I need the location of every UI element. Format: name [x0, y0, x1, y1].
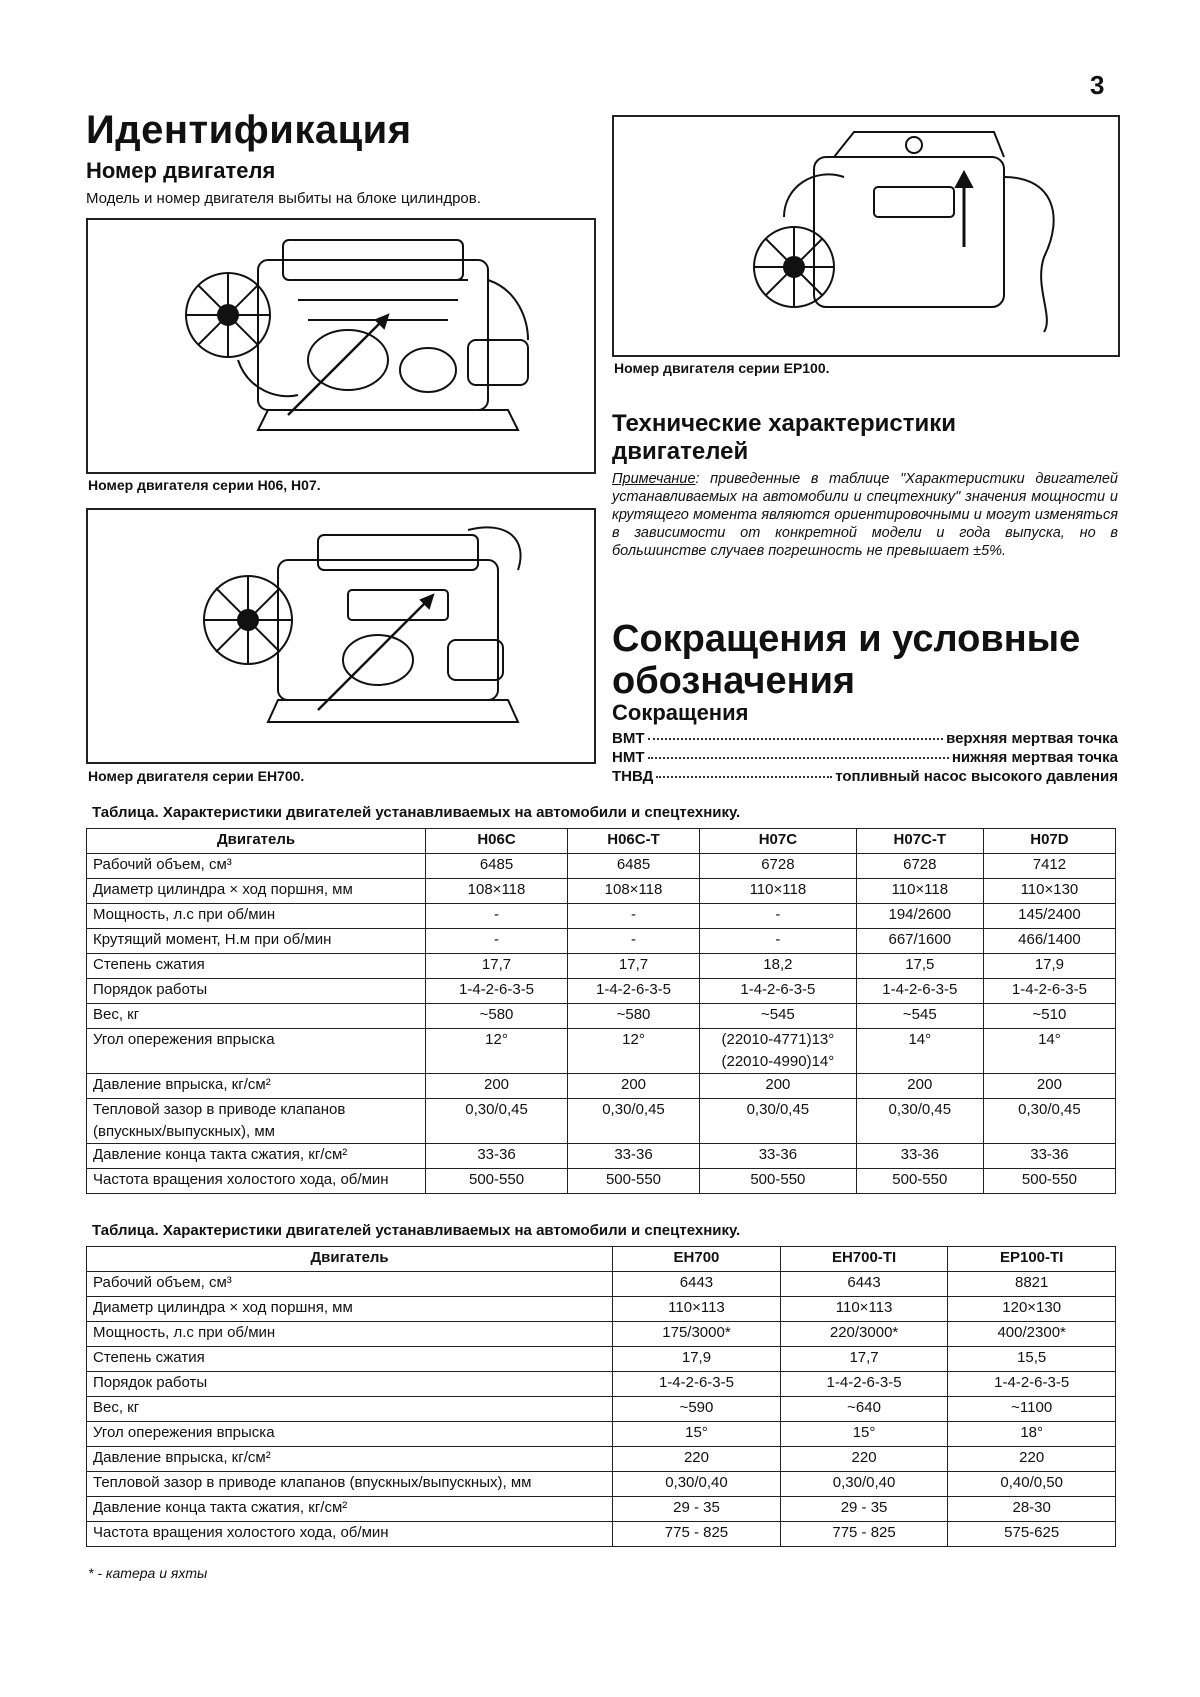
table-cell: -: [567, 929, 699, 954]
table-cell: 33-36: [426, 1144, 568, 1169]
table-cell: 220: [780, 1447, 948, 1472]
table-cell: 110×130: [983, 879, 1115, 904]
abbreviation-term: ТНВД: [612, 768, 654, 785]
page-number: 3: [1090, 70, 1105, 100]
table-cell: ~1100: [948, 1397, 1116, 1422]
table-cell: 200: [567, 1074, 699, 1099]
table-row-label: Тепловой зазор в приводе клапанов (впускных/выпускных), мм: [87, 1472, 613, 1497]
table-row: [87, 854, 1116, 879]
table-cell: 200: [983, 1074, 1115, 1099]
table-row: [87, 1497, 1116, 1522]
table-cell: 194/2600: [856, 904, 983, 929]
table-cell: 12°: [426, 1029, 568, 1074]
figure-engine-ep100: [612, 115, 1120, 357]
table-row: [87, 1522, 1116, 1547]
table-cell: 0,30/0,45: [700, 1099, 857, 1144]
table-header-cell: H07C: [700, 829, 857, 854]
table-cell: 120×130: [948, 1297, 1116, 1322]
table-row: [87, 1472, 1116, 1497]
table-cell: 500-550: [426, 1169, 568, 1194]
abbreviation-term: ВМТ: [612, 730, 645, 747]
engine-spec-table-1: [86, 828, 1116, 1194]
table-row-label: Рабочий объем, см³: [87, 854, 426, 879]
table-cell: 6728: [700, 854, 857, 879]
table-header-row: [87, 1247, 1116, 1272]
section-title-specs: Технические характеристики двигателей: [612, 410, 957, 465]
table-cell: 0,40/0,50: [948, 1472, 1116, 1497]
engine-drawing-ep100: [614, 117, 1118, 355]
table-cell: 0,30/0,40: [780, 1472, 948, 1497]
footnote: * - катера и яхты: [88, 1565, 208, 1581]
table-row: [87, 954, 1116, 979]
table-cell: 1-4-2-6-3-5: [948, 1372, 1116, 1397]
table-row-label: Угол опережения впрыска: [87, 1422, 613, 1447]
table-cell: 15°: [613, 1422, 781, 1447]
table-cell: ~640: [780, 1397, 948, 1422]
abbreviation-item: [612, 768, 1118, 787]
section-title-abbreviations: Сокращения и условные обозначения: [612, 618, 1081, 702]
table-row: [87, 1397, 1116, 1422]
table-cell: 1-4-2-6-3-5: [613, 1372, 781, 1397]
table-cell: 6728: [856, 854, 983, 879]
table-cell: 6443: [613, 1272, 781, 1297]
abbreviation-term: НМТ: [612, 749, 645, 766]
table-row: [87, 1074, 1116, 1099]
table-cell: 28-30: [948, 1497, 1116, 1522]
table-header-cell: H06C: [426, 829, 568, 854]
figure-engine-eh700: [86, 508, 596, 764]
table-row-label: Тепловой зазор в приводе клапанов (впускных/выпускных), мм: [87, 1099, 426, 1144]
table-cell: 6485: [426, 854, 568, 879]
table-row-label: Давление впрыска, кг/см²: [87, 1447, 613, 1472]
table-row: [87, 1372, 1116, 1397]
specs-note: [612, 470, 1118, 560]
table-cell: 17,5: [856, 954, 983, 979]
table-row: [87, 1322, 1116, 1347]
abbreviation-list: [612, 730, 1118, 787]
table-cell: 200: [426, 1074, 568, 1099]
table-row-label: Давление впрыска, кг/см²: [87, 1074, 426, 1099]
leader-dots: [656, 776, 832, 778]
table-row: [87, 1169, 1116, 1194]
table-cell: 33-36: [856, 1144, 983, 1169]
subsection-title-abbreviations: Сокращения: [612, 700, 749, 725]
table-row-label: Угол опережения впрыска: [87, 1029, 426, 1074]
table-row-label: Вес, кг: [87, 1397, 613, 1422]
table-cell: 108×118: [426, 879, 568, 904]
table-cell: -: [700, 929, 857, 954]
table-cell: 220/3000*: [780, 1322, 948, 1347]
table-row-label: Частота вращения холостого хода, об/мин: [87, 1169, 426, 1194]
figure-caption-eh700: Номер двигателя серии EH700.: [88, 768, 305, 784]
table-cell: 17,9: [613, 1347, 781, 1372]
table-cell: 200: [700, 1074, 857, 1099]
table-header-row: [87, 829, 1116, 854]
table1-caption: Таблица. Характеристики двигателей устанавливаемых на автомобили и спецтехнику.: [92, 804, 741, 821]
table-row-label: Порядок работы: [87, 979, 426, 1004]
table-cell: 18,2: [700, 954, 857, 979]
table-cell: 0,30/0,45: [983, 1099, 1115, 1144]
table-row-label: Порядок работы: [87, 1372, 613, 1397]
table-row-label: Диаметр цилиндра × ход поршня, мм: [87, 879, 426, 904]
intro-text: Модель и номер двигателя выбиты на блоке цилиндров.: [86, 190, 481, 207]
table-cell: 33-36: [983, 1144, 1115, 1169]
table-cell: ~545: [700, 1004, 857, 1029]
table-cell: 0,30/0,45: [426, 1099, 568, 1144]
table-cell: 1-4-2-6-3-5: [856, 979, 983, 1004]
table-cell: 17,9: [983, 954, 1115, 979]
table-cell: 145/2400: [983, 904, 1115, 929]
table-row-label: Частота вращения холостого хода, об/мин: [87, 1522, 613, 1547]
table-cell: 8821: [948, 1272, 1116, 1297]
table-cell: 29 - 35: [613, 1497, 781, 1522]
table-cell: 0,30/0,45: [567, 1099, 699, 1144]
table-cell: 110×118: [700, 879, 857, 904]
table-row: [87, 1004, 1116, 1029]
table-cell: -: [567, 904, 699, 929]
table-header-cell: H06C-T: [567, 829, 699, 854]
table-cell: 220: [948, 1447, 1116, 1472]
table-cell: 0,30/0,40: [613, 1472, 781, 1497]
table-cell: 1-4-2-6-3-5: [700, 979, 857, 1004]
table-cell: 14°: [856, 1029, 983, 1074]
table-cell: ~580: [426, 1004, 568, 1029]
table-header-cell: H07D: [983, 829, 1115, 854]
table-row-label: Диаметр цилиндра × ход поршня, мм: [87, 1297, 613, 1322]
leader-dots: [648, 757, 949, 759]
table-cell: 33-36: [567, 1144, 699, 1169]
table-cell: 775 - 825: [780, 1522, 948, 1547]
table-row-label: Давление конца такта сжатия, кг/см²: [87, 1497, 613, 1522]
abbreviation-meaning: нижняя мертвая точка: [951, 749, 1118, 766]
table-cell: 17,7: [780, 1347, 948, 1372]
table-cell: 500-550: [567, 1169, 699, 1194]
table-cell: 14°: [983, 1029, 1115, 1074]
table-cell: 18°: [948, 1422, 1116, 1447]
table-header-cell: EH700: [613, 1247, 781, 1272]
table-row: [87, 1144, 1116, 1169]
abbreviation-item: [612, 730, 1118, 749]
table-row: [87, 1099, 1116, 1144]
table-cell: 500-550: [700, 1169, 857, 1194]
table-row: [87, 929, 1116, 954]
table-row-label: Мощность, л.с при об/мин: [87, 1322, 613, 1347]
table-cell: 6443: [780, 1272, 948, 1297]
table-cell: -: [426, 904, 568, 929]
table-row: [87, 1297, 1116, 1322]
table-row-label: Крутящий момент, Н.м при об/мин: [87, 929, 426, 954]
table2-caption: Таблица. Характеристики двигателей устанавливаемых на автомобили и спецтехнику.: [92, 1222, 741, 1239]
note-label: Примечание: [612, 471, 696, 487]
engine-drawing-eh700: [88, 510, 594, 762]
table-header-cell: Двигатель: [87, 1247, 613, 1272]
table-cell: 33-36: [700, 1144, 857, 1169]
table-cell: 1-4-2-6-3-5: [780, 1372, 948, 1397]
table-header-cell: EH700-TI: [780, 1247, 948, 1272]
figure-caption-ep100: Номер двигателя серии EP100.: [614, 360, 830, 376]
table-row: [87, 1347, 1116, 1372]
table-cell: ~590: [613, 1397, 781, 1422]
figure-caption-h06-h07: Номер двигателя серии H06, H07.: [88, 477, 321, 493]
table-cell: -: [700, 904, 857, 929]
table-cell: 6485: [567, 854, 699, 879]
figure-engine-h06-h07: [86, 218, 596, 474]
table-cell: 17,7: [426, 954, 568, 979]
table-cell: ~545: [856, 1004, 983, 1029]
table-cell: 667/1600: [856, 929, 983, 954]
table-header-cell: Двигатель: [87, 829, 426, 854]
engine-spec-table-2: [86, 1246, 1116, 1547]
table-cell: 466/1400: [983, 929, 1115, 954]
table-cell: ~580: [567, 1004, 699, 1029]
table-cell: 1-4-2-6-3-5: [567, 979, 699, 1004]
note-text: : приведенные в таблице "Характеристики двигателей устанавливаемых на автомобили и спецтехнику" значения мощности и крутящего момента являются ориентировочными и могут изменяться в зависимости от конкретной модели и года выпуска, но в большинстве случаев погрешность не превышает ±5%.: [612, 471, 1118, 559]
table-cell: 17,7: [567, 954, 699, 979]
leader-dots: [648, 738, 944, 740]
table-row: [87, 979, 1116, 1004]
table-cell: 0,30/0,45: [856, 1099, 983, 1144]
table-cell: 110×113: [613, 1297, 781, 1322]
table-cell: 575-625: [948, 1522, 1116, 1547]
abbreviation-meaning: топливный насос высокого давления: [835, 768, 1118, 785]
table-cell: 29 - 35: [780, 1497, 948, 1522]
table-cell: 1-4-2-6-3-5: [983, 979, 1115, 1004]
abbreviation-meaning: верхняя мертвая точка: [946, 730, 1118, 747]
table-header-cell: EP100-TI: [948, 1247, 1116, 1272]
table-row: [87, 904, 1116, 929]
table-row-label: Степень сжатия: [87, 1347, 613, 1372]
table-row: [87, 879, 1116, 904]
table-row: [87, 1422, 1116, 1447]
table-cell: 175/3000*: [613, 1322, 781, 1347]
table-row-label: Давление конца такта сжатия, кг/см²: [87, 1144, 426, 1169]
table-cell: 500-550: [983, 1169, 1115, 1194]
abbreviation-item: [612, 749, 1118, 768]
table-header-cell: H07C-T: [856, 829, 983, 854]
table-cell: 15,5: [948, 1347, 1116, 1372]
table-cell: 1-4-2-6-3-5: [426, 979, 568, 1004]
table-cell: 110×113: [780, 1297, 948, 1322]
table-cell: 220: [613, 1447, 781, 1472]
table-cell: 108×118: [567, 879, 699, 904]
table-cell: 500-550: [856, 1169, 983, 1194]
table-cell: 200: [856, 1074, 983, 1099]
table-cell: 15°: [780, 1422, 948, 1447]
table-cell: (22010-4771)13° (22010-4990)14°: [700, 1029, 857, 1074]
subsection-title-engine-number: Номер двигателя: [86, 158, 276, 183]
engine-drawing-h06: [88, 220, 594, 472]
table-row-label: Степень сжатия: [87, 954, 426, 979]
table-cell: 400/2300*: [948, 1322, 1116, 1347]
table-cell: 110×118: [856, 879, 983, 904]
table-cell: -: [426, 929, 568, 954]
table-row-label: Вес, кг: [87, 1004, 426, 1029]
table-cell: 7412: [983, 854, 1115, 879]
table-cell: 12°: [567, 1029, 699, 1074]
section-title-identification: Идентификация: [86, 108, 412, 152]
table-row: [87, 1272, 1116, 1297]
table-row: [87, 1029, 1116, 1074]
table-row-label: Мощность, л.с при об/мин: [87, 904, 426, 929]
table-row: [87, 1447, 1116, 1472]
table-cell: ~510: [983, 1004, 1115, 1029]
table-row-label: Рабочий объем, см³: [87, 1272, 613, 1297]
table-cell: 775 - 825: [613, 1522, 781, 1547]
